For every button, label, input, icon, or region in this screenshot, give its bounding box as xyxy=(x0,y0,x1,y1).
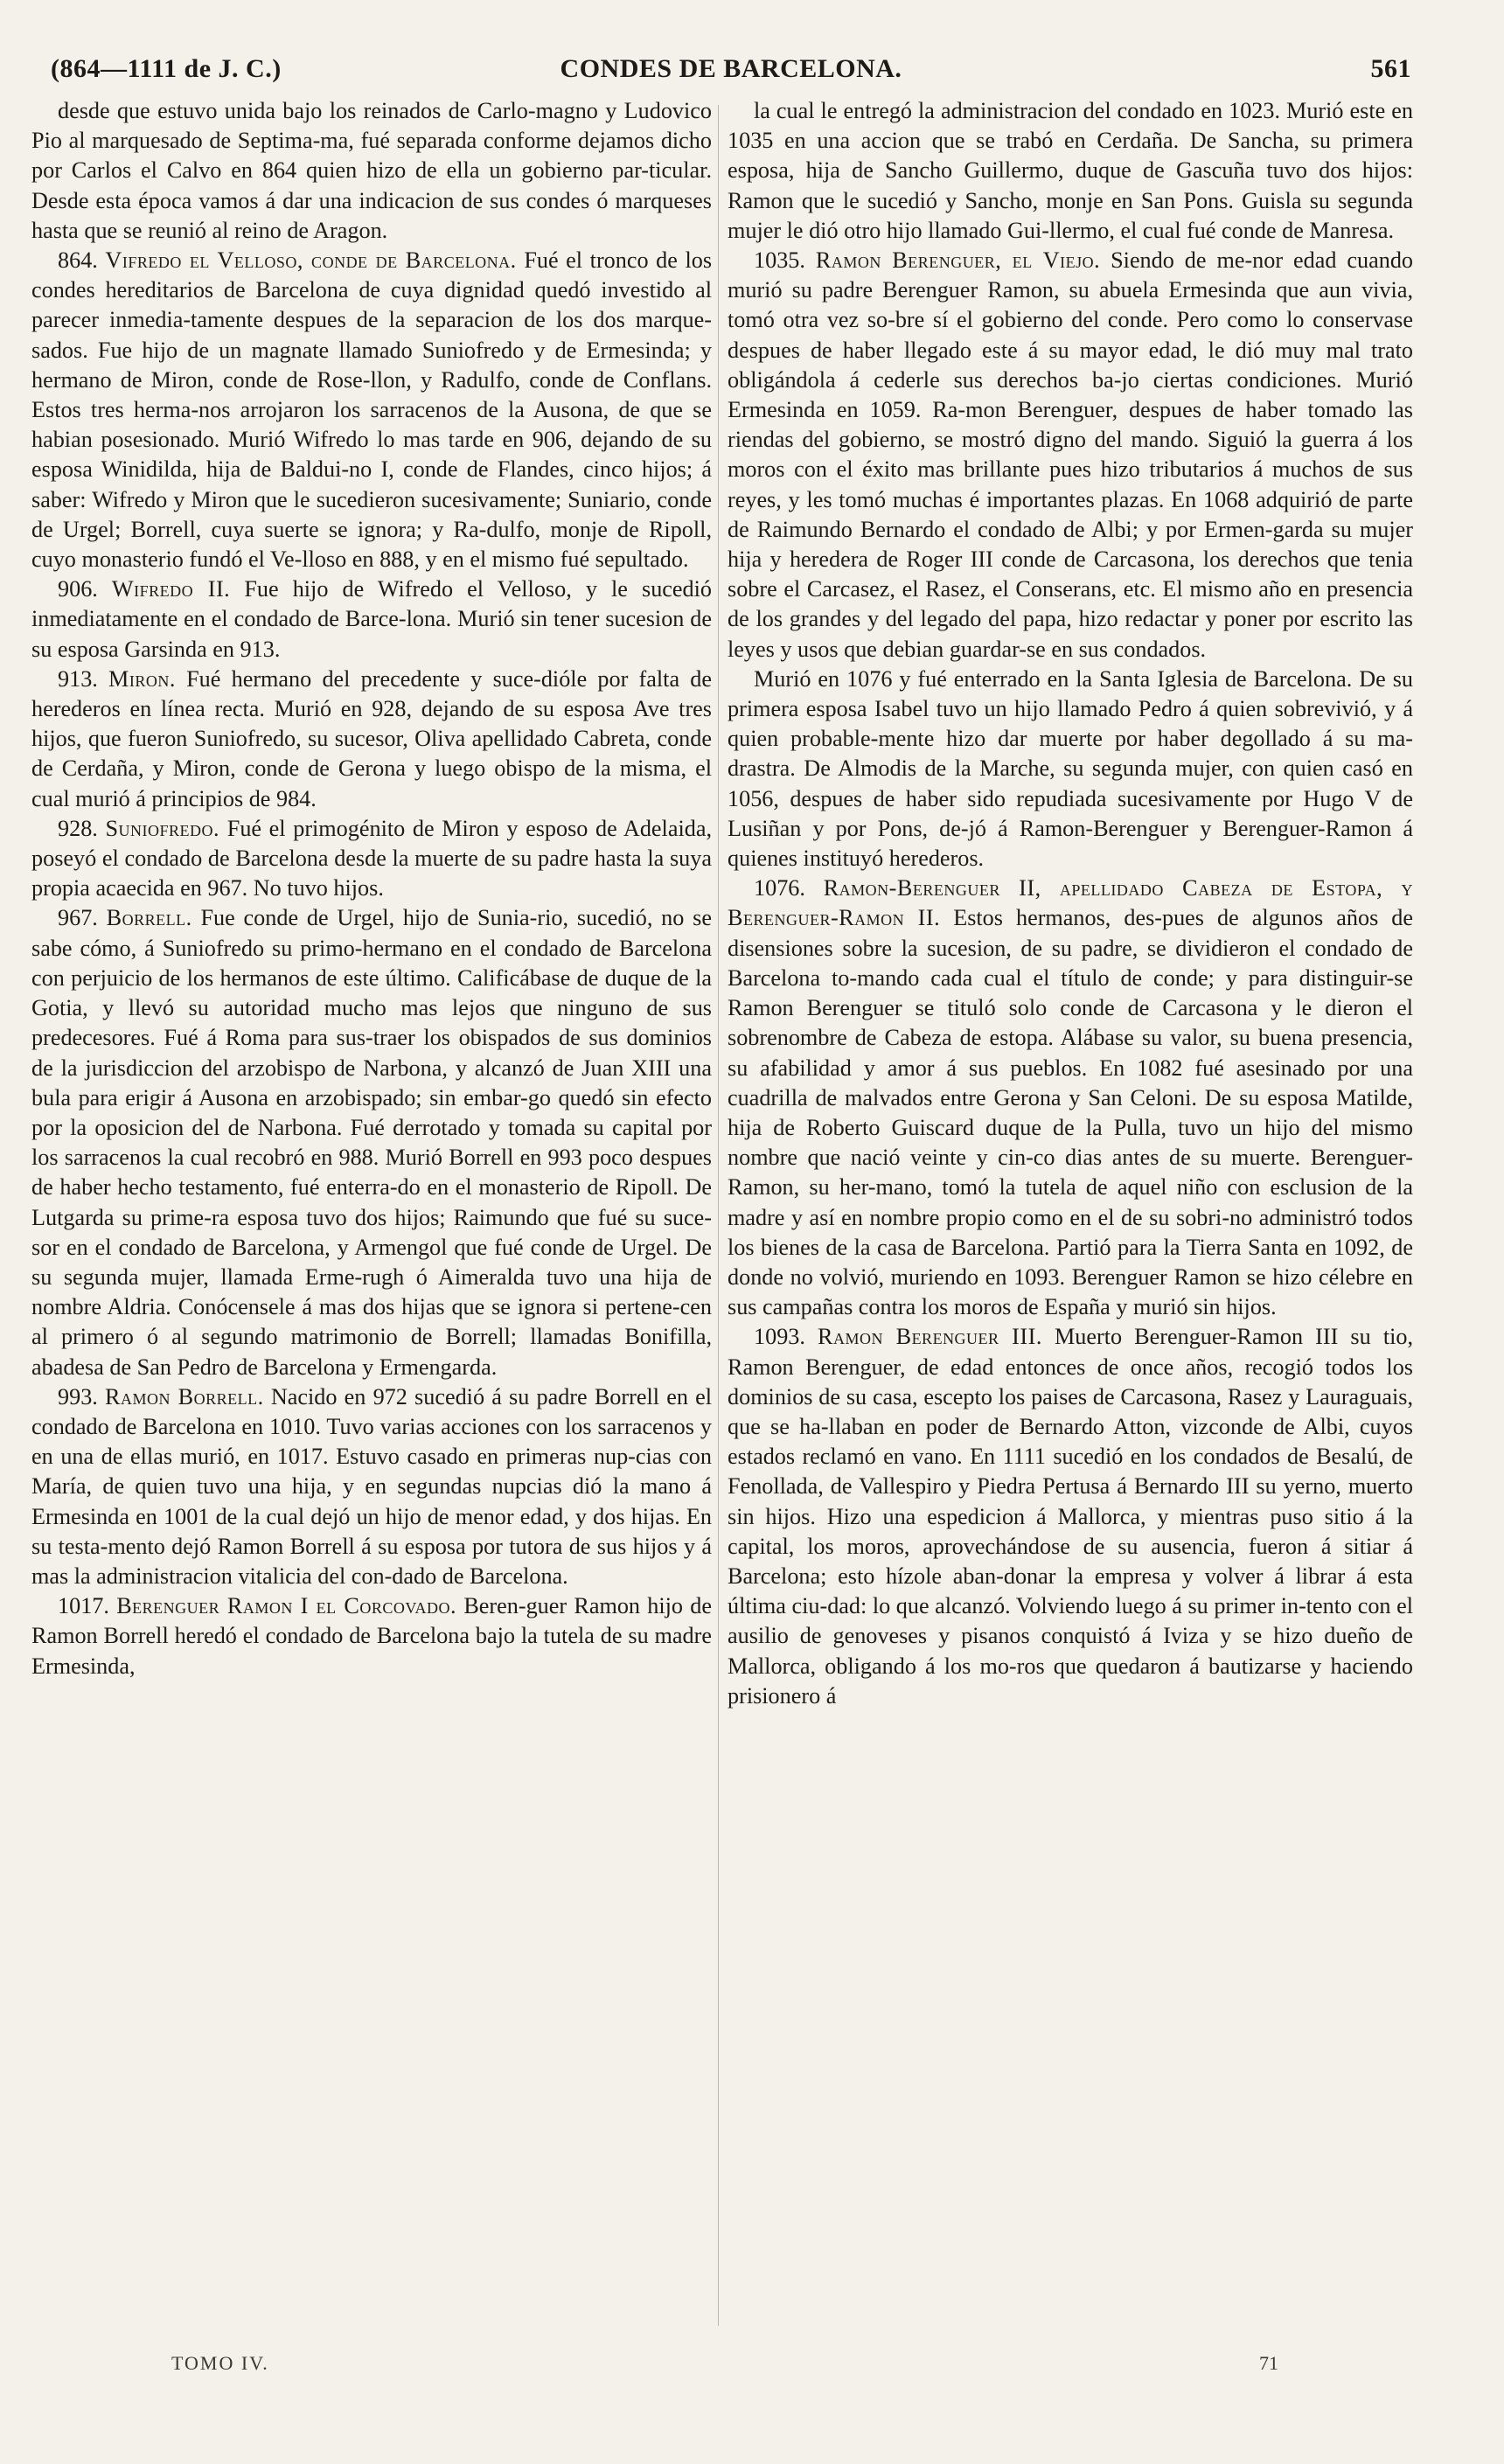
entry-text: Fué el tronco de los condes hereditarios de Barcelona de cuya dignidad quedó investido al parecer inmedia-tamente despues de la separacion de los dos marque-sados. Fue hijo de un magnate llamado Suniofredo y de Ermesinda; y hermano de Miron, conde de Rose-llon, y Radulfo, conde de Conflans. Estos tres herma-nos arrojaron los sarracenos de la Ausona, de que se habian posesionado. Murió Wifredo lo mas tarde en 906, dejando de su esposa Winidilda, hija de Baldui-no I, conde de Flandes, cinco hijos; á saber: Wifredo y Miron que le sucedieron sucesivamente; Suniario, conde de Urgel; Borrell, cuya suerte se ignora; y Ra-dulfo, monje de Ripoll, cuyo monasterio fundó el Ve-lloso en 888, y en el mismo fué sepultado. xyxy=(31,247,712,573)
entry-name: Vifredo el Velloso, conde de Barcelona. xyxy=(105,247,517,274)
entry-name: Borrell. xyxy=(106,905,192,931)
paragraph xyxy=(31,96,712,246)
footer-volume: TOMO IV. xyxy=(171,2352,269,2374)
paragraph xyxy=(31,246,712,574)
entry-text: la cual le entregó la administracion del condado en 1023. Murió este en 1035 en una accion que se trabó en Cerdaña. De Sancha, su primera esposa, hija de Sancho Guillermo, duque de Gascuña tuvo dos hijos: Ramon que le sucedió y Sancho, monje en San Pons. Guisla su segunda mujer le dió otro hijo llamado Gui-llermo, el cual fué conde de Manresa. xyxy=(728,98,1413,243)
header-page-number: 561 xyxy=(1370,54,1411,83)
entry-date: 993. xyxy=(58,1383,98,1409)
column-divider xyxy=(718,105,719,2326)
page-footer xyxy=(0,2352,1504,2387)
paragraph xyxy=(31,903,712,1382)
entry-text: desde que estuvo unida bajo los reinados de Carlo-magno y Ludovico Pio al marquesado de Septima-ma, fué separada conforme dejamos dicho por Carlos el Calvo en 864 quien hizo de ella un gobierno par-ticular. Desde esta época vamos á dar una indicacion de sus condes ó marqueses hasta que se reunió al reino de Aragon. xyxy=(31,98,712,243)
right-column xyxy=(728,96,1413,2335)
entry-text: Fué el primogénito de Miron y esposo de Adelaida, poseyó el condado de Barcelona desde la muerte de su padre hasta la suya propia acaecida en 967. No tuvo hijos. xyxy=(31,815,712,901)
entry-text: Fue conde de Urgel, hijo de Sunia-rio, sucedió, no se sabe cómo, á Suniofredo su primo-hermano en el condado de Barcelona con perjuicio de los hermanos de este último. Calificábase de duque de la Gotia, y llevó su autoridad mucho mas lejos que ninguno de sus predecesores. Fué á Roma para sus-traer los obispados de sus dominios de la jurisdiccion del arzobispo de Narbona, y alcanzó de Juan XIII una bula para erigir á Ausona en arzobispado; sin embar-go quedó sin efecto por la oposicion del de Narbona. Fué derrotado y tomada su capital por los sarracenos la cual recobró en 988. Murió Borrell en 993 poco despues de haber hecho testamento, fué enterra-do en el monasterio de Ripoll. De Lutgarda su prime-ra esposa tuvo dos hijos; Raimundo que fué su suce-sor en el condado de Barcelona, y Armengol que fué conde de Urgel. De su segunda mujer, llamada Erme-rugh ó Aimeralda tuvo una hija de nombre Aldria. Conócensele á mas dos hijas que se ignora si pertene-cen al primero ó al segundo matrimonio de Borrell; llamadas Bonifilla, abadesa de San Pedro de Barcelona y Ermengarda. xyxy=(31,905,712,1380)
paragraph xyxy=(728,246,1413,665)
paragraph xyxy=(728,665,1413,874)
entry-text: Muerto Berenguer-Ramon III su tio, Ramon Berenguer, de edad entonces de once años, recogió todos los dominios de su casa, escepto los paises de Carcasona, Rasez y Lauraguais, que se ha-llaban en poder de Bernardo Atton, vizconde de Albi, cuyos estados reclamó en vano. En 1111 sucedió en los condados de Besalú, de Fenollada, de Vallespiro y Piedra Pertusa á Bernardo III su yerno, muerto sin hijos. Hizo una espedicion á Mallorca, y mientras puso sitio á la capital, los moros, aprovechándose de su ausencia, fueron á sitiar á Barcelona; esto hízole aban-donar la empresa y volver á librar á esta última ciu-dad: lo que alcanzó. Volviendo luego á su primer in-tento con el ausilio de genoveses y pisanos conquistó á Iviza y se hizo dueño de Mallorca, obligando á los mo-ros que quedaron á bautizarse y haciendo prisionero á xyxy=(728,1324,1413,1709)
entry-text: Beren-guer Ramon hijo de Ramon Borrell heredó el condado de Barcelona bajo la tutela de su madre Ermesinda, xyxy=(31,1593,712,1679)
entry-date: 928. xyxy=(58,815,98,841)
entry-name: Ramon Berenguer, el Viejo. xyxy=(815,247,1101,274)
paragraph xyxy=(31,814,712,904)
entry-name: Suniofredo. xyxy=(105,815,220,841)
entry-text: Fue hijo de Wifredo el Velloso, y le sucedió inmediatamente en el condado de Barce-lona. Murió sin tener sucesion de su esposa Garsinda en 913. xyxy=(31,576,712,662)
entry-text: Siendo de me-nor edad cuando murió su padre Berenguer Ramon, su abuela Ermesinda que aun vivia, tomó otra vez so-bre sí el gobierno del conde. Pero como lo conservase despues de haber llegado este á su mayor edad, le dió muy mal trato obligándola á cederle sus derechos ba-jo ciertas condiciones. Murió Ermesinda en 1059. Ra-mon Berenguer, despues de haber tomado las riendas del gobierno, se mostró digno del mando. Siguió la guerra á los moros con el éxito mas brillante pues hizo tributarios á muchos de sus reyes, y les tomó muchas é importantes plazas. En 1068 adquirió de parte de Raimundo Bernardo el condado de Albi; y por Ermen-garda su mujer hija y heredera de Roger III conde de Carcasona, los derechos que tenia sobre el Carcasez, el Rasez, el Conserans, etc. El mismo año en presencia de los grandes y del legado del papa, hizo redactar y poner por escrito las leyes y usos que debian guardar-se en sus condados. xyxy=(728,247,1413,662)
entry-date: 906. xyxy=(58,576,98,602)
entry-name: Ramon Borrell. xyxy=(105,1383,264,1409)
paragraph xyxy=(31,665,712,814)
entry-name: Miron. xyxy=(108,665,176,692)
entry-text: Estos hermanos, des-pues de algunos años de disensiones sobre la sucesion, de su padre, se dividieron el condado de Barcelona to-mando cada cual el título de conde; y para distinguir-se Ramon Berenguer se tituló solo conde de Carcasona y le dieron el sobrenombre de Cabeza de estopa. Alábase su valor, su buena presencia, su afabilidad y amor á sus pueblos. En 1082 fué asesinado por una cuadrilla de malvados entre Gerona y San Celoni. De su esposa Matilde, hija de Roberto Guiscard duque de la Pulla, tuvo un hijo del mismo nombre que nació veinte y cin-co dias antes de su muerte. Berenguer-Ramon, su her-mano, tomó la tutela de aquel niño con esclusion de la madre y así en nombre propio como en el de su sobri-no administró todos los bienes de la casa de Barcelona. Partió para la Tierra Santa en 1092, de donde no volvió, muriendo en 1093. Berenguer Ramon se hizo célebre en sus campañas contra los moros de España y murió sin hijos. xyxy=(728,905,1413,1320)
paragraph xyxy=(728,874,1413,1322)
page-header xyxy=(51,54,1411,89)
entry-date: 967. xyxy=(58,905,98,931)
paragraph xyxy=(728,96,1413,246)
paragraph xyxy=(31,574,712,665)
entry-text: Fué hermano del precedente y suce-dióle por falta de herederos en línea recta. Murió en 928, dejando de su esposa Ave tres hijos, que fueron Suniofredo, su sucesor, Oliva apellidado Cabreta, conde de Cerdaña, y Miron, conde de Gerona y luego obispo de la misma, el cual murió á principios de 984. xyxy=(31,665,712,811)
entry-text: Murió en 1076 y fué enterrado en la Santa Iglesia de Barcelona. De su primera esposa Isabel tuvo un hijo llamado Pedro á quien sobrevivió, y á quien probable-mente hizo dar muerte por haber degollado á su ma-drastra. De Almodis de la Marche, su segunda mujer, con quien casó en 1056, despues de haber sido repudiada sucesivamente por Hugo V de Lusiñan y por Pons, de-jó á Ramon-Berenguer y Berenguer-Ramon á quienes instituyó herederos. xyxy=(728,665,1413,872)
paragraph xyxy=(31,1591,712,1681)
entry-name: Berenguer Ramon I el Corcovado. xyxy=(116,1593,457,1619)
footer-signature: 71 xyxy=(1259,2352,1278,2374)
entry-date: 864. xyxy=(58,247,98,274)
entry-date: 1035. xyxy=(754,247,805,274)
entry-date: 913. xyxy=(58,665,98,692)
paragraph xyxy=(728,1322,1413,1711)
entry-name: Ramon Berenguer III. xyxy=(818,1324,1042,1350)
entry-text: Nacido en 972 sucedió á su padre Borrell en el condado de Barcelona en 1010. Tuvo varias acciones con los sarracenos y en una de ellas murió, en 1017. Estuvo casado en primeras nup-cias con María, de quien tuvo una hija, y en segundas nupcias dió la mano á Ermesinda en 1001 de la cual dejó un hijo de menor edad, y dos hijas. En su testa-mento dejó Ramon Borrell á su esposa por tutora de sus hijos y á mas la administracion vitalicia del con-dado de Barcelona. xyxy=(31,1383,712,1589)
left-column xyxy=(31,96,712,2335)
entry-name: Ramon-Berenguer II, apellidado Cabeza de Estopa, y Berenguer-Ramon II. xyxy=(728,875,1413,931)
entry-date: 1017. xyxy=(58,1593,109,1619)
entry-date: 1093. xyxy=(754,1324,805,1350)
entry-date: 1076. xyxy=(754,875,805,901)
entry-name: Wifredo II. xyxy=(111,576,231,602)
paragraph xyxy=(31,1382,712,1591)
header-title: CONDES DE BARCELONA. xyxy=(560,54,902,83)
header-date-range: (864—1111 de J. C.) xyxy=(51,54,282,83)
